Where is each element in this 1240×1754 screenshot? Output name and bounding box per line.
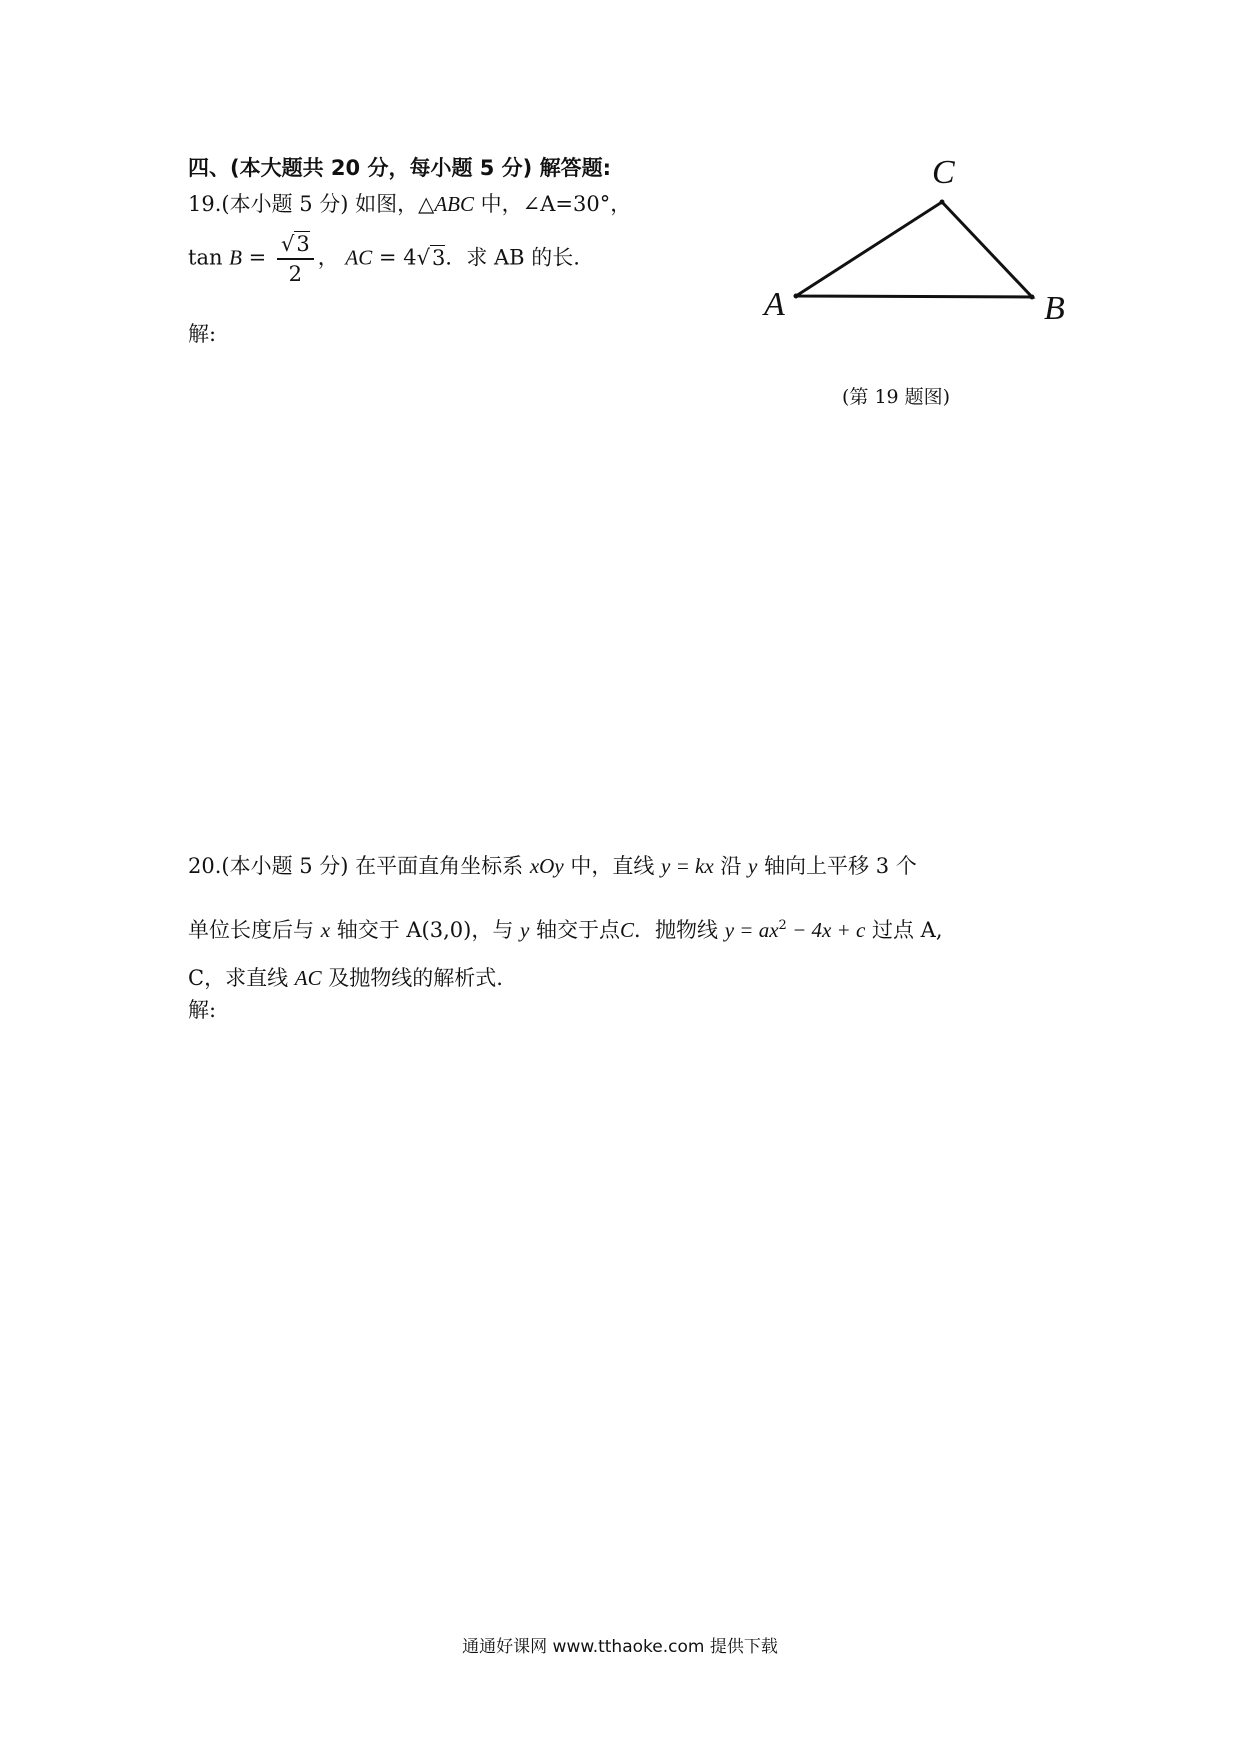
q20-text-1d: 轴向上平移 3 个 [757, 854, 917, 878]
triangle-symbol: △ [418, 192, 435, 216]
q20-line1 [188, 850, 917, 880]
vertex-label-b: B [1044, 290, 1065, 327]
point-c: C [620, 918, 635, 942]
q20-text-1a: 20.(本小题 5 分) 在平面直角坐标系 [188, 854, 530, 878]
q19-angle-text: 中，∠A=30°， [474, 192, 632, 216]
ac-symbol: AC [345, 245, 373, 270]
fraction-denominator: 2 [288, 262, 303, 286]
q19-answer-label: 解: [188, 322, 217, 346]
parabola-exponent: 2 [778, 918, 787, 933]
vertex-a-dot [794, 294, 799, 299]
q19-line1 [188, 188, 631, 218]
vertex-c-dot [940, 200, 945, 205]
q20-text-2b: 轴交于 A(3,0)，与 [330, 918, 520, 942]
footer-credit: 通通好课网 www.tthaoke.com 提供下载 [462, 1637, 778, 1657]
q19-prefix: 19.(本小题 5 分) 如图， [188, 192, 419, 216]
x-axis-var: x [320, 918, 331, 942]
tan-arg: B [229, 245, 242, 270]
q20-text-3b: 及抛物线的解析式. [321, 966, 503, 990]
line-ac: AC [294, 966, 322, 990]
ac-eq: = 4 [372, 245, 417, 270]
q20-text-2a: 单位长度后与 [188, 918, 321, 942]
figure-caption: (第 19 题图) [842, 386, 951, 408]
y-axis-var-2: y [520, 918, 530, 942]
q20-text-3a: C，求直线 [188, 966, 295, 990]
q20-line2 [188, 914, 943, 944]
ac-radicand: 3 [431, 245, 446, 270]
parabola-eq-part1: y = ax [724, 918, 779, 942]
line-equation: y = kx [661, 854, 714, 878]
q20-line3 [188, 962, 503, 992]
tan-fn: tan [188, 245, 223, 270]
section-title: 四、(本大题共 20 分，每小题 5 分) 解答题: [188, 156, 611, 180]
q20-text-1b: 中，直线 [563, 854, 662, 878]
tan-eq: = [242, 245, 273, 270]
coordinate-system: xOy [529, 854, 564, 878]
q20-text-2e: 过点 A, [865, 918, 943, 942]
numerator-radicand: 3 [296, 232, 310, 256]
q20-text-2d: ．抛物线 [634, 918, 725, 942]
q20-answer-label: 解: [188, 998, 217, 1022]
y-axis-var-1: y [748, 854, 758, 878]
triangle-outline [796, 202, 1032, 297]
vertex-b-dot [1030, 295, 1035, 300]
tan-fraction [277, 232, 314, 286]
q20-text-1c: 沿 [713, 854, 749, 878]
q19-tail: ．求 AB 的长. [445, 245, 580, 270]
vertex-label-a: A [764, 286, 785, 323]
parabola-eq-part2: − 4x + c [786, 918, 866, 942]
q19-line2: tan B = $\frac{√3}{2}$ ， AC = 4√3．求 AB 的长. [188, 232, 580, 286]
fraction-numerator: √3 [277, 232, 314, 260]
vertex-label-c: C [932, 154, 955, 191]
q19-separator: ， [317, 245, 339, 270]
triangle-name: ABC [434, 192, 474, 216]
q20-text-2c: 轴交于点 [529, 918, 621, 942]
